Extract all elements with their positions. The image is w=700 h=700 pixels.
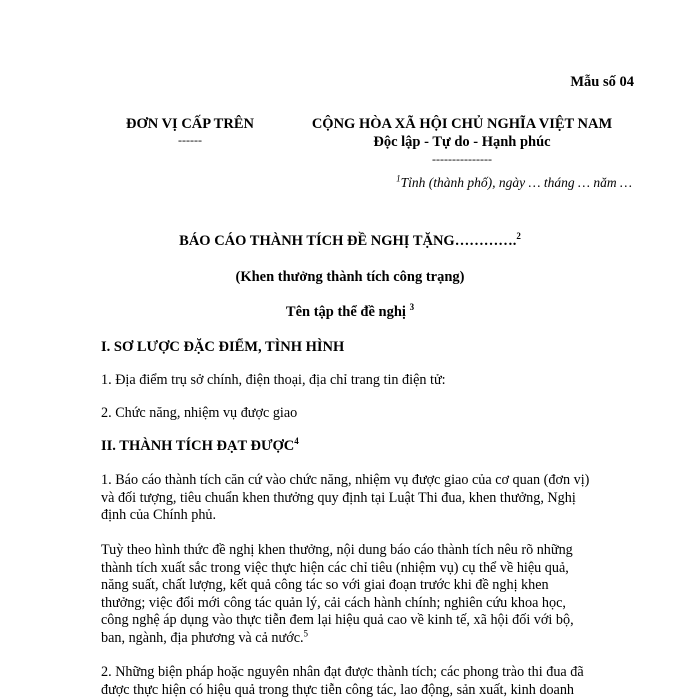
section-2-heading	[101, 438, 299, 455]
national-motto: Độc lập - Tự do - Hạnh phúc	[373, 134, 551, 150]
paragraph-2-line: năng suất, chất lượng, kết quả công tác so với giai đoạn trước khi đề nghị khen	[101, 577, 549, 593]
paragraph-3-line: được thực hiện có hiệu quả trong thực tiễn công tác, lao động, sản xuất, kinh doanh	[101, 681, 575, 698]
collective-name-text: Tên tập thể đề nghị	[285, 304, 406, 320]
section-1-item-2: 2. Chức năng, nhiệm vụ được giao	[101, 405, 298, 421]
paragraph-2-last-line-text: ban, ngành, địa phương và cả nước.	[101, 629, 304, 646]
paragraph-2-line: Tuỳ theo hình thức đề nghị khen thưởng, nội dung báo cáo thành tích nêu rõ những	[101, 542, 573, 558]
paragraph-2-line: thưởng; việc đổi mới công tác quản lý, cải cách hành chính; nghiên cứu khoa học,	[101, 594, 566, 611]
paragraph-2-line	[101, 627, 616, 648]
motto-rule: ---------------	[432, 152, 492, 166]
footnote-ref-2: 2	[516, 231, 521, 242]
superior-unit-label: ĐƠN VỊ CẤP TRÊN	[126, 116, 254, 132]
paragraph-2-line: công nghệ áp dụng vào thực tiễn đem lại hiệu quả cao về kinh tế, xã hội đối với bộ,	[101, 612, 574, 628]
section-1-item-1: 1. Địa điểm trụ sở chính, điện thoại, địa chỉ trang tin điện tử:	[101, 372, 446, 388]
footnote-ref-5: 5	[303, 627, 309, 638]
collective-name-line	[0, 304, 700, 321]
section-2-paragraph-2	[101, 542, 616, 647]
report-title	[0, 233, 700, 250]
paragraph-3-line: 2. Những biện pháp hoặc nguyên nhân đạt được thành tích; các phong trào thi đua đã	[101, 664, 584, 680]
paragraph-1-line: và đối tượng, tiêu chuẩn khen thưởng quy định tại Luật Thi đua, khen thưởng, Nghị	[101, 489, 576, 506]
paragraph-1-line: 1. Báo cáo thành tích căn cứ vào chức năng, nhiệm vụ được giao của cơ quan (đơn vị)	[101, 472, 590, 488]
section-1-heading: I. SƠ LƯỢC ĐẶC ĐIỂM, TÌNH HÌNH	[101, 339, 345, 355]
footnote-ref-1: 1	[396, 173, 401, 184]
section-2-heading-text: II. THÀNH TÍCH ĐẠT ĐƯỢC	[101, 438, 295, 454]
section-2-paragraph-3	[101, 664, 616, 699]
place-date-text: Tỉnh (thành phố), ngày … tháng … năm …	[400, 175, 632, 190]
section-2-paragraph-1	[101, 472, 616, 525]
country-name: CỘNG HÒA XÃ HỘI CHỦ NGHĨA VIỆT NAM	[311, 116, 613, 132]
paragraph-1-line: định của Chính phủ.	[101, 507, 217, 523]
report-subtitle: (Khen thưởng thành tích công trạng)	[235, 269, 465, 285]
paragraph-2-line: thành tích xuất sắc trong việc thực hiện các chỉ tiêu (nhiệm vụ) cụ thể về hiệu quả,	[101, 559, 569, 576]
footnote-ref-3: 3	[409, 302, 415, 313]
report-title-text: BÁO CÁO THÀNH TÍCH ĐỀ NGHỊ TẶNG………….	[179, 233, 517, 249]
place-date-line	[396, 175, 632, 191]
superior-unit-rule: ------	[178, 133, 202, 147]
form-number: Mẫu số 04	[570, 74, 634, 90]
footnote-ref-4: 4	[294, 436, 299, 447]
